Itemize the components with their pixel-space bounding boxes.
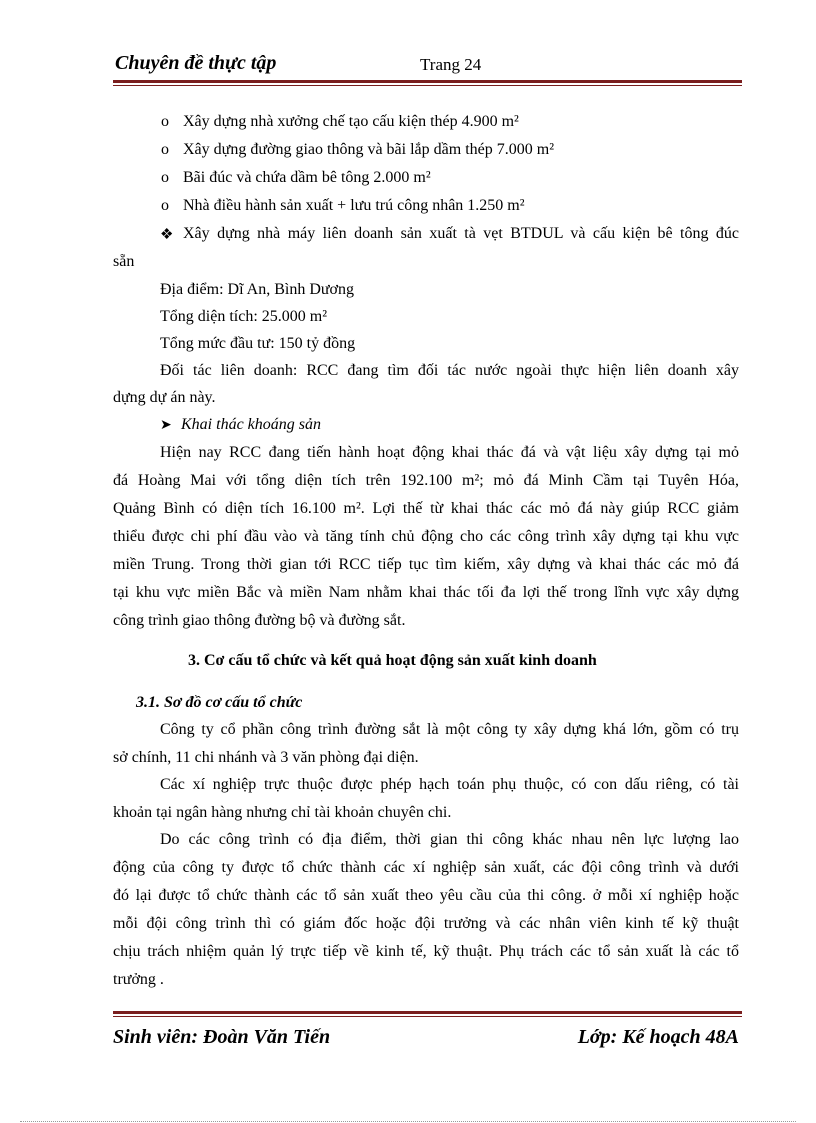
paragraph-line: Do các công trình có địa điểm, thời gian thi công khác nhau nên lực lượng lao	[160, 831, 739, 848]
paragraph-line: sở chính, 11 chi nhánh và 3 văn phòng đại diện.	[113, 749, 419, 766]
project-partner-line2: dựng dự án này.	[113, 389, 216, 406]
mining-line: Hiện nay RCC đang tiến hành hoạt động khai thác đá và vật liệu xây dựng tại mỏ	[160, 444, 739, 461]
mining-line: Quảng Bình có diện tích 16.100 m². Lợi thế từ khai thác các mỏ đá này giúp RCC giảm	[113, 500, 739, 517]
list-item: Xây dựng nhà xưởng chế tạo cấu kiện thép 4.900 m²	[183, 113, 519, 130]
paragraph-line: chịu trách nhiệm quản lý trực tiếp về kinh tế, kỹ thuật. Phụ trách các tổ sản xuất là các tổ	[113, 943, 739, 960]
project-location: Địa điểm: Dĩ An, Bình Dương	[160, 281, 355, 298]
bullet-icon: o	[161, 169, 169, 186]
project-partner-line1: Đối tác liên doanh: RCC đang tìm đối tác nước ngoài thực hiện liên doanh xây	[160, 362, 739, 379]
page-edge	[20, 1121, 796, 1122]
project-area: Tổng diện tích: 25.000 m²	[160, 308, 327, 325]
paragraph-line: mỗi đội công trình thì có giám đốc hoặc đội trưởng và các nhân viên kinh tế kỹ thuật	[113, 915, 739, 932]
paragraph-line: Công ty cổ phần công trình đường sắt là một công ty xây dựng khá lớn, gồm có trụ	[160, 721, 739, 738]
mining-line: miền Trung. Trong thời gian tới RCC tiếp tục tìm kiếm, xây dựng và khai thác các mỏ đá	[113, 556, 739, 573]
mining-line: đá Hoàng Mai với tổng diện tích trên 192.100 m²; mỏ đá Minh Cầm tại Tuyên Hóa,	[113, 472, 739, 489]
footer-student: Sinh viên: Đoàn Văn Tiến	[113, 1026, 331, 1048]
list-item: Bãi đúc và chứa dầm bê tông 2.000 m²	[183, 169, 431, 186]
diamond-bullet-icon: ❖	[160, 227, 174, 243]
page-number: Trang 24	[420, 55, 482, 74]
paragraph-line: khoản tại ngân hàng nhưng chỉ tài khoản chuyên chi.	[113, 804, 452, 821]
header-title: Chuyên đề thực tập	[115, 52, 277, 74]
project-heading-line2: sẵn	[113, 253, 135, 270]
mining-heading: Khai thác khoáng sản	[181, 416, 321, 433]
section-heading: 3. Cơ cấu tổ chức và kết quả hoạt động sản xuất kinh doanh	[188, 652, 597, 669]
project-heading-line1: Xây dựng nhà máy liên doanh sản xuất tà vẹt BTDUL và cấu kiện bê tông đúc	[183, 225, 739, 242]
header-rule	[113, 80, 742, 86]
project-investment: Tổng mức đầu tư: 150 tỷ đồng	[160, 335, 356, 352]
bullet-icon: o	[161, 113, 169, 130]
footer-class: Lớp: Kế hoạch 48A	[577, 1026, 739, 1048]
paragraph-line: trưởng .	[113, 971, 164, 988]
mining-line: công trình giao thông đường bộ và đường sắt.	[113, 612, 406, 629]
footer-rule	[113, 1011, 742, 1017]
paragraph-line: đó lại được tổ chức thành các tổ sản xuất theo yêu cầu của thi công. ở mỗi xí nghiệp hoặc	[113, 887, 739, 904]
bullet-icon: o	[161, 197, 169, 214]
mining-line: thiểu được chi phí đầu vào và tăng tính chủ động cho các công trình xây dựng tại khu vực	[113, 528, 739, 545]
mining-line: tại khu vực miền Bắc và miền Nam nhằm khai thác tối đa lợi thế trong lĩnh vực xây dựng	[113, 584, 739, 601]
arrow-bullet-icon: ➤	[160, 418, 172, 433]
paragraph-line: Các xí nghiệp trực thuộc được phép hạch toán phụ thuộc, có con dấu riêng, có tài	[160, 776, 739, 793]
list-item: Nhà điều hành sản xuất + lưu trú công nhân 1.250 m²	[183, 197, 525, 214]
bullet-icon: o	[161, 141, 169, 158]
list-item: Xây dựng đường giao thông và bãi lắp dầm thép 7.000 m²	[183, 141, 554, 158]
subsection-heading: 3.1. Sơ đồ cơ cấu tổ chức	[136, 694, 303, 711]
paragraph-line: động của công ty được tổ chức thành các xí nghiệp sản xuất, các đội công trình và dưới	[113, 859, 739, 876]
